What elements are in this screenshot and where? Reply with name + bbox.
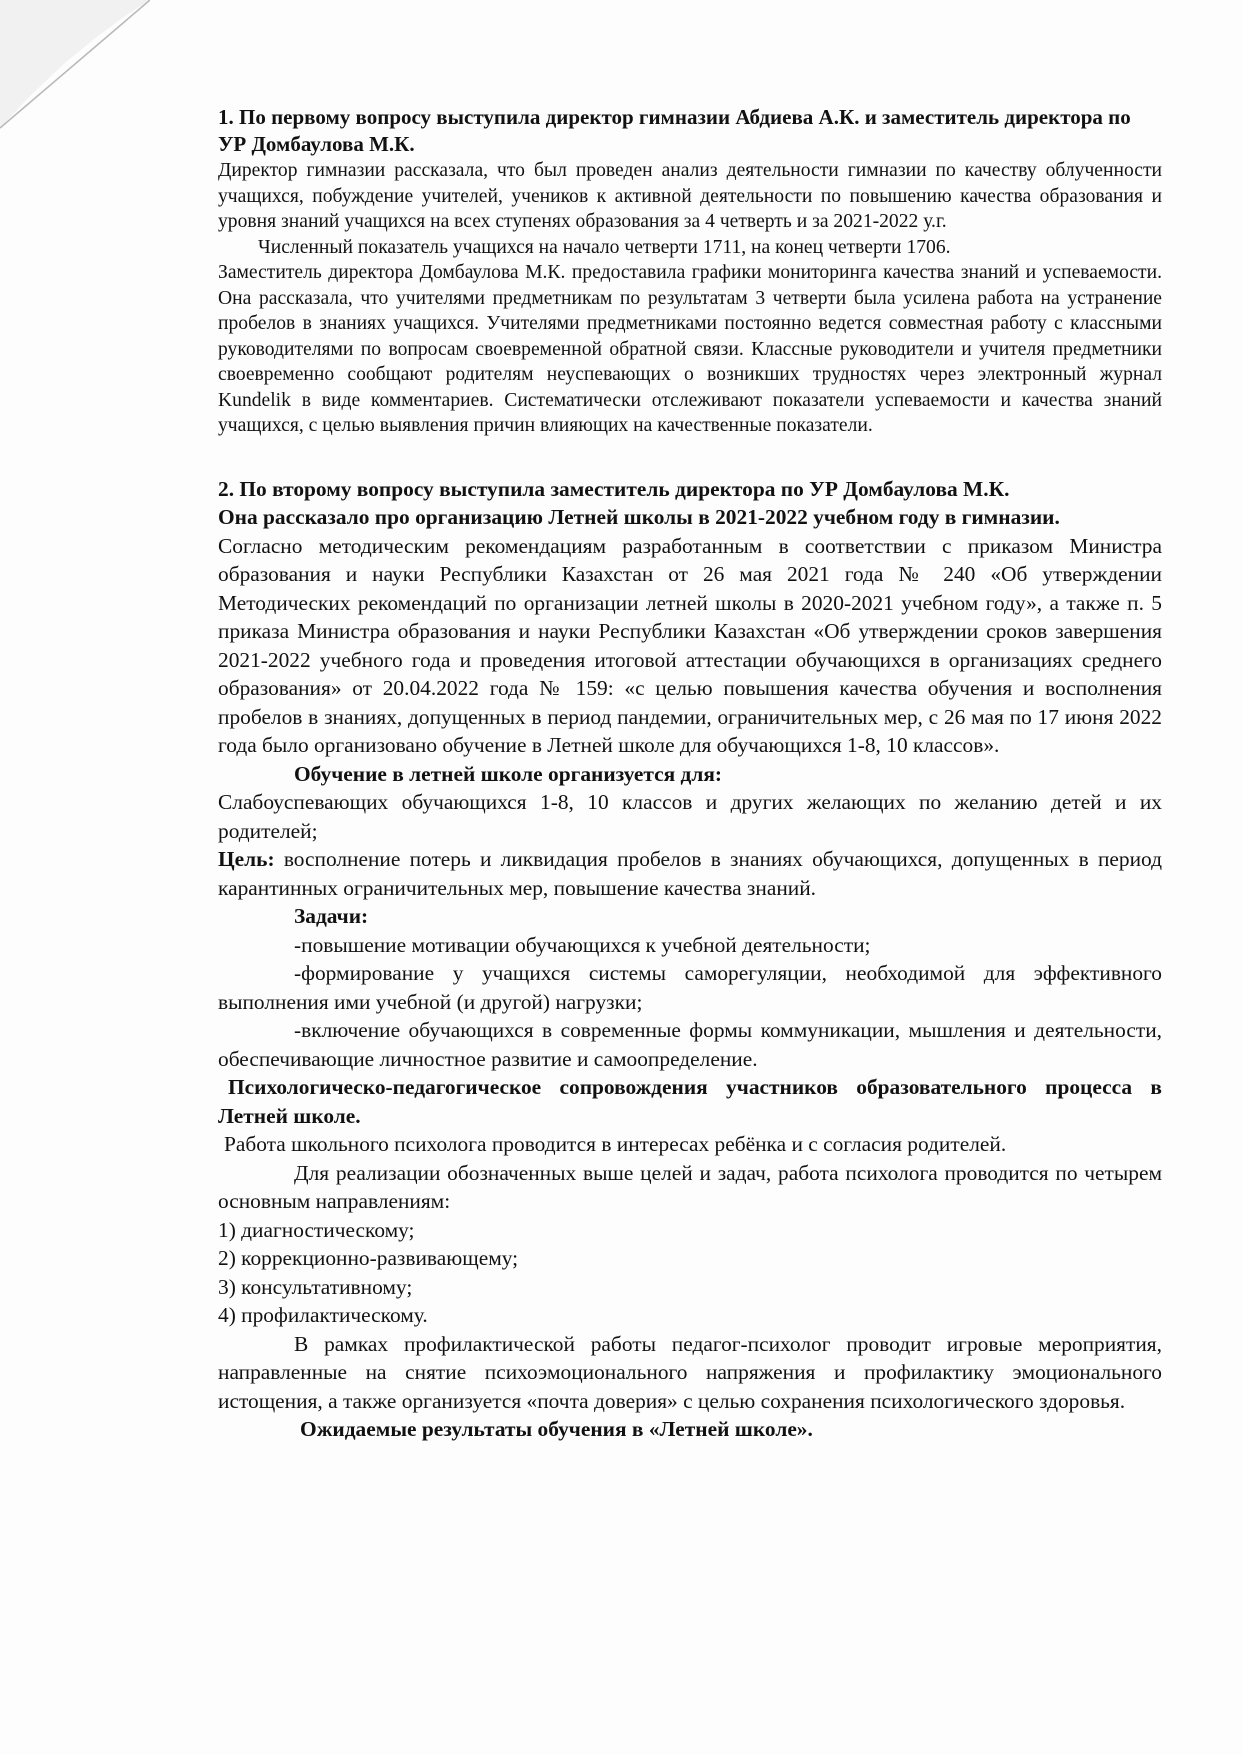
goal-label: Цель: [218, 847, 275, 871]
task-item: -включение обучающихся в современные формы коммуникации, мышления и деятельности, обеспечивающие личностное развитие и самоопределение. [218, 1018, 1162, 1071]
task-item: -повышение мотивации обучающихся к учебной деятельности; [294, 932, 871, 957]
section-1-paragraph-1: Директор гимназии рассказала, что был проведен анализ деятельности гимназии по качеству облученности учащихся, побуждение учителей, учеников к активной деятельности по повышению качества образования и уровня знаний учащихся на всех ступенях образования за 4 четверть и за 2021-2022 у.г. [218, 160, 1162, 232]
goal-text: восполнение потерь и ликвидация пробелов в знаниях обучающихся, допущенных в период карантинных ограничительных мер, повышение качества знаний. [218, 847, 1162, 900]
psych-heading: Психологическо-педагогическое сопровождения участников образовательного процесса в Летней школе. [218, 1075, 1162, 1128]
list-item: 2) коррекционно-развивающему; [218, 1246, 519, 1270]
section-2-subheading: Она рассказало про организацию Летней школы в 2021-2022 учебном году в гимназии. [218, 505, 1060, 529]
directions-list [218, 1216, 1162, 1330]
section-1 [218, 104, 1162, 439]
prevention-text: В рамках профилактической работы педагог-психолог проводит игровые мероприятия, направленные на снятие психоэмоционального напряжения и профилактику эмоционального истощения, а также организуется «почта доверия» с целью сохранения психологического здоровья. [218, 1331, 1162, 1413]
section-2-heading: 2. По второму вопросу выступила заместитель директора по УР Домбаулова М.К. [218, 476, 1010, 501]
section-1-paragraph-3: Заместитель директора Домбаулова М.К. предоставила графики мониторинга качества знаний и успеваемости. Она рассказала, что учителями предметникам по результатам 3 четверти была усилена работа на устранение пробелов в знаниях учащихся. Учителями предметниками постоянно ведется совместная работу с классными руководителями по вопросам своевременной обратной связи. Классные руководители и учителя предметники своевременно сообщают родителям неуспевающих о возникших трудностях через электронный журнал Kundelik в виде комментариев. Систематически отслеживают показатели успеваемости и качества знаний учащихся, с целью выявления причин влияющих на качественные показатели. [218, 262, 1162, 436]
expected-results-heading: Ожидаемые результаты обучения в «Летней школе». [300, 1417, 813, 1441]
psych-text-1: Работа школьного психолога проводится в интересах ребёнка и с согласия родителей. [224, 1132, 1007, 1156]
section-1-heading: 1. По первому вопросу выступила директор гимназии Абдиева А.К. и заместитель директора по УР Домбаулова М.К. [218, 105, 1131, 156]
tasks-heading: Задачи: [294, 904, 369, 928]
section-2 [218, 475, 1162, 1444]
document-body [218, 104, 1162, 1444]
list-item: 3) консультативному; [218, 1274, 413, 1299]
task-item: -формирование у учащихся системы саморегуляции, необходимой для эффективного выполнения ими учебной (и другой) нагрузки; [218, 961, 1162, 1014]
psych-text-2: Для реализации обозначенных выше целей и задач, работа психолога проводится по четырем основным направлениям: [218, 1160, 1162, 1213]
list-item: 4) профилактическому. [218, 1303, 428, 1327]
organized-for-heading: Обучение в летней школе организуется для: [294, 761, 723, 786]
section-2-paragraph-1: Согласно методическим рекомендациям разработанным в соответствии с приказом Министра образования и науки Республики Казахстан от 26 мая 2021 года № 240 «Об утверждении Методических рекомендаций по организации летней школы в 2020-2021 учебном году», а также п. 5 приказа Министра образования и науки Республики Казахстан «Об утверждении сроков завершения 2021-2022 учебного года и проведения итоговой аттестации обучающихся в организациях среднего образования» от 20.04.2022 года № 159: «с целью повышения качества обучения и восполнения пробелов в знаниях, допущенных в период пандемии, ограничительных мер, с 26 мая по 17 июня 2022 года было организовано обучение в Летней школе для обучающихся 1-8, 10 классов». [218, 533, 1162, 757]
scan-edge-shadow [0, 0, 150, 130]
goal-paragraph [218, 845, 1162, 902]
list-item: 1) диагностическому; [218, 1217, 415, 1242]
section-1-paragraph-2: Численный показатель учащихся на начало четверти 1711, на конец четверти 1706. [258, 236, 951, 258]
organized-for-text: Слабоуспевающих обучающихся 1-8, 10 классов и других желающих по желанию детей и их родителей; [218, 790, 1162, 843]
